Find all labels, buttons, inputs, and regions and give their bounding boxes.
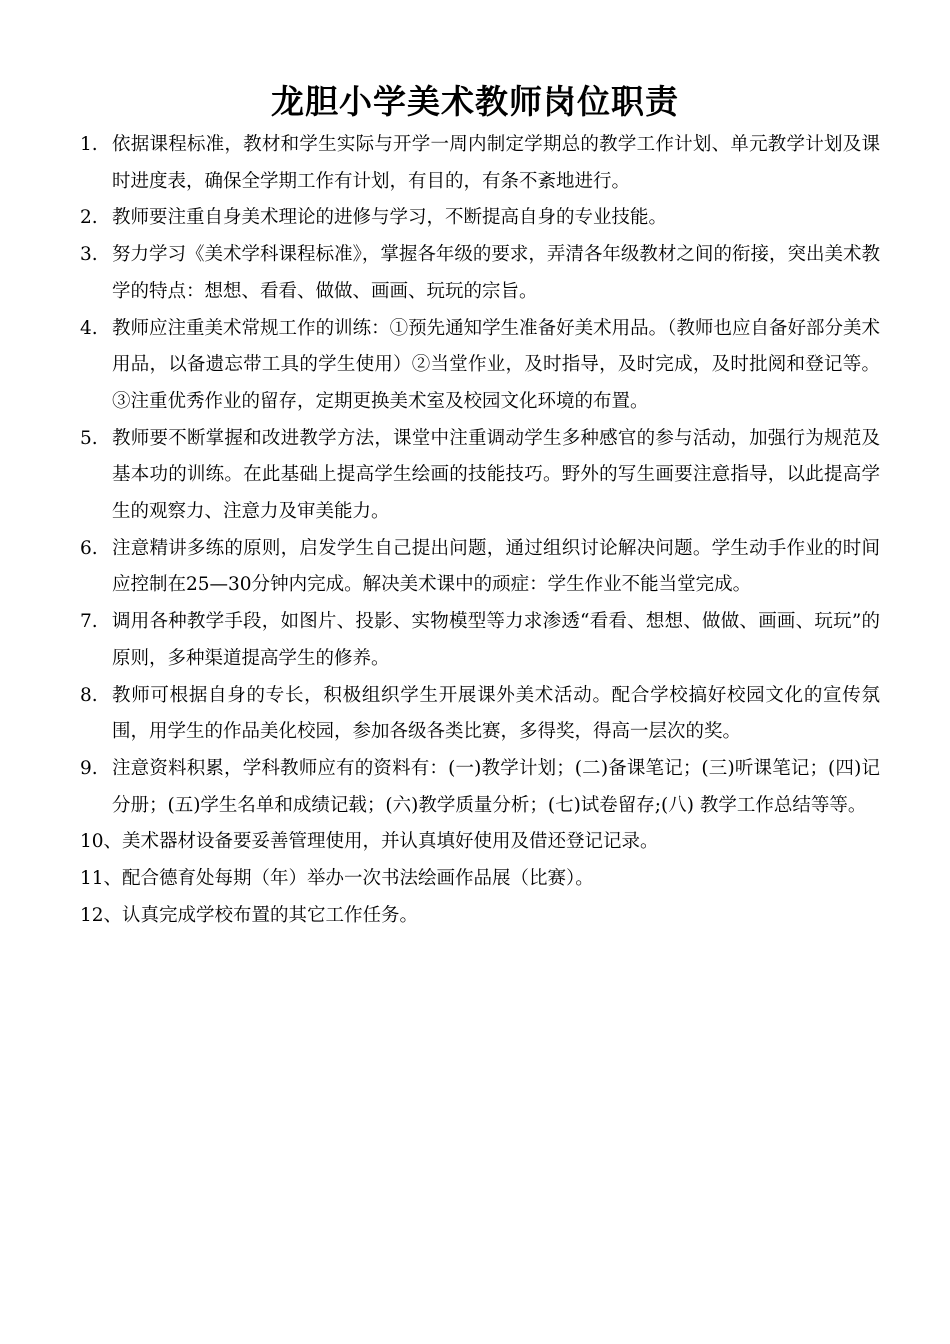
duty-item-2 bbox=[80, 200, 880, 237]
item-number: 2. bbox=[80, 207, 98, 229]
duty-item-1 bbox=[80, 127, 880, 200]
item-number: 7. bbox=[80, 611, 98, 633]
document-title: 龙胆小学美术教师岗位职责 bbox=[271, 82, 679, 121]
item-number: 9. bbox=[80, 757, 98, 779]
duty-item-12: 12、认真完成学校布置的其它工作任务。 bbox=[80, 904, 419, 926]
duty-item-3 bbox=[80, 237, 880, 310]
duty-list bbox=[80, 127, 880, 934]
duty-item-9 bbox=[80, 751, 880, 824]
item-number: 5. bbox=[80, 427, 98, 449]
item-number: 1. bbox=[80, 134, 98, 155]
item-text: 教师应注重美术常规工作的训练：①预先通知学生准备好美术用品。（教师也应自备好部分美术用品，以备遗忘带工具的学生使用）②当堂作业，及时指导，及时完成，及时批阅和登记等。③注重优秀作业的留存，定期更换美术室及校园文化环境的布置。 bbox=[112, 317, 880, 412]
item-text: 依据课程标准，教材和学生实际与开学一周内制定学期总的教学工作计划、单元教学计划及课时进度表，确保全学期工作有计划，有目的，有条不紊地进行。 bbox=[112, 134, 880, 192]
duty-item-8 bbox=[80, 678, 880, 751]
item-text: 教师可根据自身的专长，积极组织学生开展课外美术活动。配合学校搞好校园文化的宣传氛围，用学生的作品美化校园，参加各级各类比赛，多得奖，得高一层次的奖。 bbox=[112, 684, 880, 743]
item-number: 3. bbox=[80, 244, 98, 266]
duty-item-11: 11、配合德育处每期（年）举办一次书法绘画作品展（比赛）。 bbox=[80, 868, 594, 890]
duty-item-4 bbox=[80, 311, 880, 421]
duty-item-7 bbox=[80, 604, 880, 677]
item-text: 调用各种教学手段，如图片、投影、实物模型等力求渗透“看看、想想、做做、画画、玩玩”的原则，多种渠道提高学生的修养。 bbox=[112, 611, 880, 669]
duty-item-6 bbox=[80, 531, 880, 604]
item-text: 注意精讲多练的原则，启发学生自己提出问题，通过组织讨论解决问题。学生动手作业的时间应控制在25—30分钟内完成。解决美术课中的顽症：学生作业不能当堂完成。 bbox=[112, 537, 880, 596]
item-number: 4. bbox=[80, 317, 98, 339]
duty-item-5 bbox=[80, 421, 880, 531]
duty-item-10: 10、美术器材设备要妥善管理使用，并认真填好使用及借还登记记录。 bbox=[80, 831, 659, 853]
item-text: 教师要注重自身美术理论的进修与学习，不断提高自身的专业技能。 bbox=[112, 207, 668, 229]
item-number: 6. bbox=[80, 537, 98, 559]
item-text: 教师要不断掌握和改进教学方法，课堂中注重调动学生多种感官的参与活动，加强行为规范及基本功的训练。在此基础上提高学生绘画的技能技巧。野外的写生画要注意指导，以此提高学生的观察力、注意力及审美能力。 bbox=[112, 427, 880, 523]
item-text: 努力学习《美术学科课程标准》，掌握各年级的要求，弄清各年级教材之间的衔接，突出美术教学的特点：想想、看看、做做、画画、玩玩的宗旨。 bbox=[112, 244, 880, 302]
item-text: 注意资料积累，学科教师应有的资料有：(一)教学计划；(二)备课笔记；(三)听课笔记；(四)记分册；(五)学生名单和成绩记载；(六)教学质量分析；(七)试卷留存;(八) 教学工作总结等等。 bbox=[112, 757, 880, 816]
item-number: 8. bbox=[80, 684, 98, 706]
